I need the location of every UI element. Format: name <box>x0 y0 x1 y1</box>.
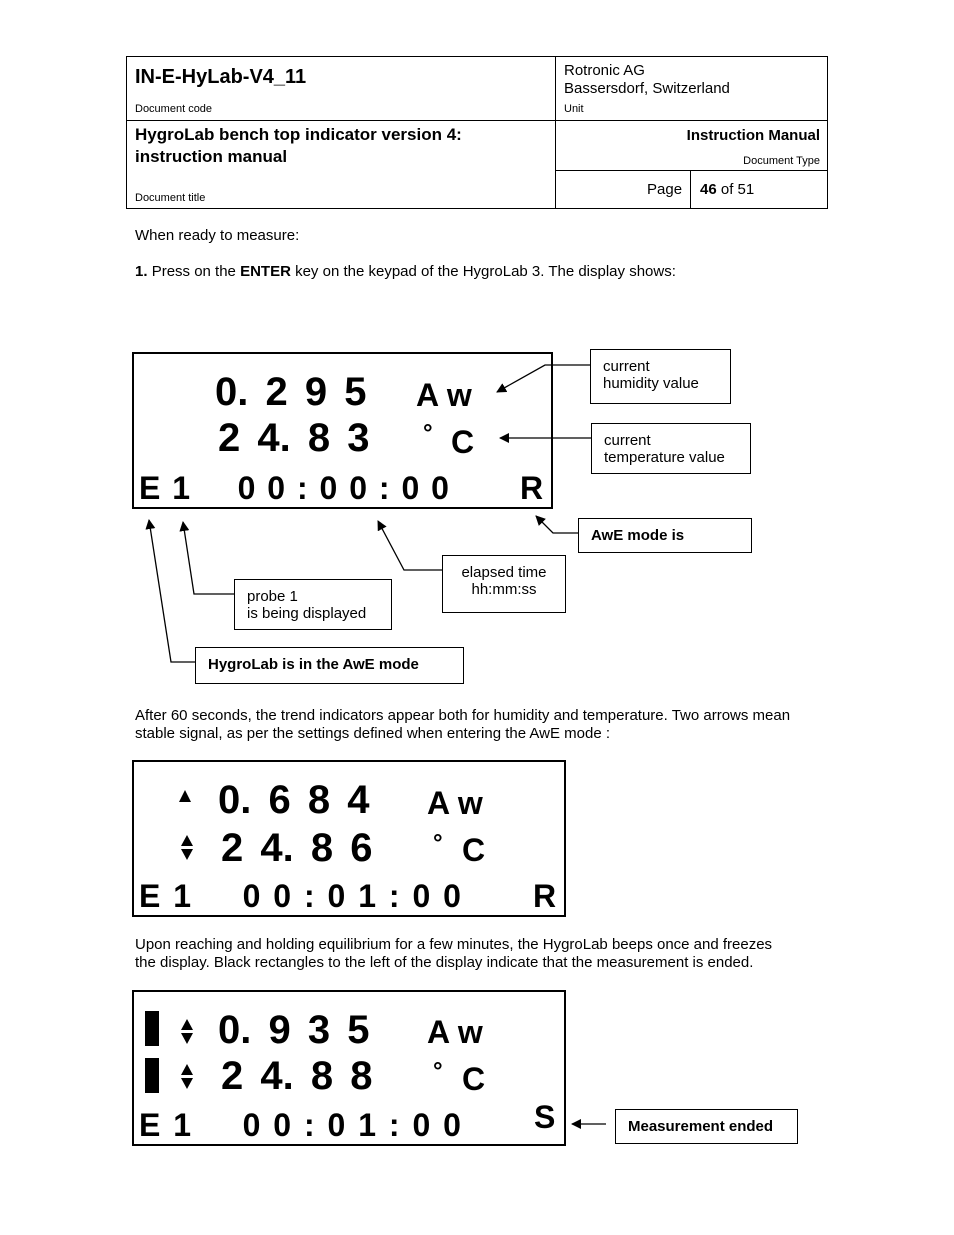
arrow-to-mode <box>536 516 578 533</box>
lcd1-mode-indicator: R <box>520 470 544 506</box>
lcd2-aw-unit: A w <box>427 785 483 821</box>
document-title-line1: HygroLab bench top indicator version 4: <box>135 125 462 144</box>
callout-elapsed-line2: hh:mm:ss <box>471 581 537 598</box>
lcd1-status-line: E 1 0 0 : 0 0 : 0 0 <box>139 470 449 506</box>
header-divider-doctype <box>555 170 828 171</box>
step-text-b: key on the keypad of the HygroLab 3. The display shows: <box>295 263 676 280</box>
company-name: Rotronic AG <box>564 62 645 79</box>
header-divider-horizontal <box>126 120 828 121</box>
callout-temperature-line1: current <box>604 432 651 449</box>
page-total: of 51 <box>720 181 755 198</box>
callout-measurement-ended: Measurement ended <box>615 1109 798 1144</box>
step-number: 1. <box>135 263 148 280</box>
callout-elapsed-line1: elapsed time <box>461 564 547 581</box>
document-code: IN-E-HyLab-V4_11 <box>135 66 307 88</box>
lcd1-temperature-value: 2 4. 8 3 <box>218 416 370 460</box>
enter-key-label: ENTER <box>240 263 291 280</box>
callout-hygrolab-awe-mode: HygroLab is in the AwE mode <box>195 647 464 684</box>
document-title-line2: instruction manual <box>135 147 288 166</box>
lcd3-mode-indicator: S <box>534 1099 556 1135</box>
para-equilibrium-line1: Upon reaching and holding equilibrium for a few minutes, the HygroLab beeps once and freezes <box>135 936 773 953</box>
callout-probe <box>234 579 392 630</box>
lcd3-end-block-humidity <box>145 1011 159 1046</box>
lcd1-degree-symbol: ° <box>423 420 433 447</box>
header-divider-vertical <box>555 56 556 209</box>
callout-current-temperature <box>591 423 751 474</box>
lcd3-degree-symbol: ° <box>433 1058 443 1085</box>
page-number <box>700 181 754 198</box>
callout-humidity-line1: current <box>603 358 650 375</box>
lcd2-degree-symbol: ° <box>433 830 443 857</box>
lcd3-celsius-unit: C <box>462 1061 486 1097</box>
lcd1-humidity-value: 0. 2 9 5 <box>215 370 367 414</box>
header-divider-page <box>690 170 691 209</box>
callout-elapsed-time <box>442 555 566 613</box>
document-type: Instruction Manual <box>686 127 820 144</box>
arrow-to-probe <box>183 522 234 594</box>
lcd3-aw-unit: A w <box>427 1014 483 1050</box>
page-label: Page <box>647 181 683 198</box>
lcd1-aw-unit: A w <box>416 377 472 413</box>
lcd1-celsius-unit: C <box>451 424 475 460</box>
para-trend-line1: After 60 seconds, the trend indicators appear both for humidity and temperature. Two arrows mean <box>135 707 791 724</box>
arrow-to-elapsed <box>378 521 442 570</box>
page-current: 46 <box>700 181 717 198</box>
callout-humidity-line2: humidity value <box>603 375 699 392</box>
step-text-a: Press on the <box>151 263 236 280</box>
callout-probe-line1: probe 1 <box>247 588 298 605</box>
document-code-label: Document code <box>135 103 213 115</box>
lcd3-status-line: E 1 0 0 : 0 1 : 0 0 <box>139 1107 461 1143</box>
lcd2-humidity-value: 0. 6 8 4 <box>218 778 370 822</box>
para-equilibrium-line2: the display. Black rectangles to the left of the display indicate that the measurement is ended. <box>135 954 754 971</box>
lcd2-status-line: E 1 0 0 : 0 1 : 0 0 <box>139 878 461 914</box>
intro-ready-text: When ready to measure: <box>135 227 300 244</box>
company-location: Bassersdorf, Switzerland <box>564 80 730 97</box>
lcd2-celsius-unit: C <box>462 832 486 868</box>
document-title-label: Document title <box>135 192 206 204</box>
unit-label: Unit <box>564 103 584 115</box>
lcd3-temperature-value: 2 4. 8 8 <box>221 1054 373 1098</box>
callout-probe-line2: is being displayed <box>247 605 367 622</box>
callout-awe-mode: AwE mode is <box>578 518 752 553</box>
lcd3-end-block-temperature <box>145 1058 159 1093</box>
callout-current-humidity <box>590 349 731 404</box>
arrow-to-awe-indicator <box>149 520 195 662</box>
intro-step-1 <box>135 263 676 281</box>
lcd2-temperature-value: 2 4. 8 6 <box>221 826 373 870</box>
callout-temperature-line2: temperature value <box>604 449 725 466</box>
lcd2-mode-indicator: R <box>533 878 557 914</box>
document-type-label: Document Type <box>743 155 820 167</box>
lcd3-humidity-value: 0. 9 3 5 <box>218 1008 370 1052</box>
para-trend-line2: stable signal, as per the settings defined when entering the AwE mode : <box>135 725 611 742</box>
